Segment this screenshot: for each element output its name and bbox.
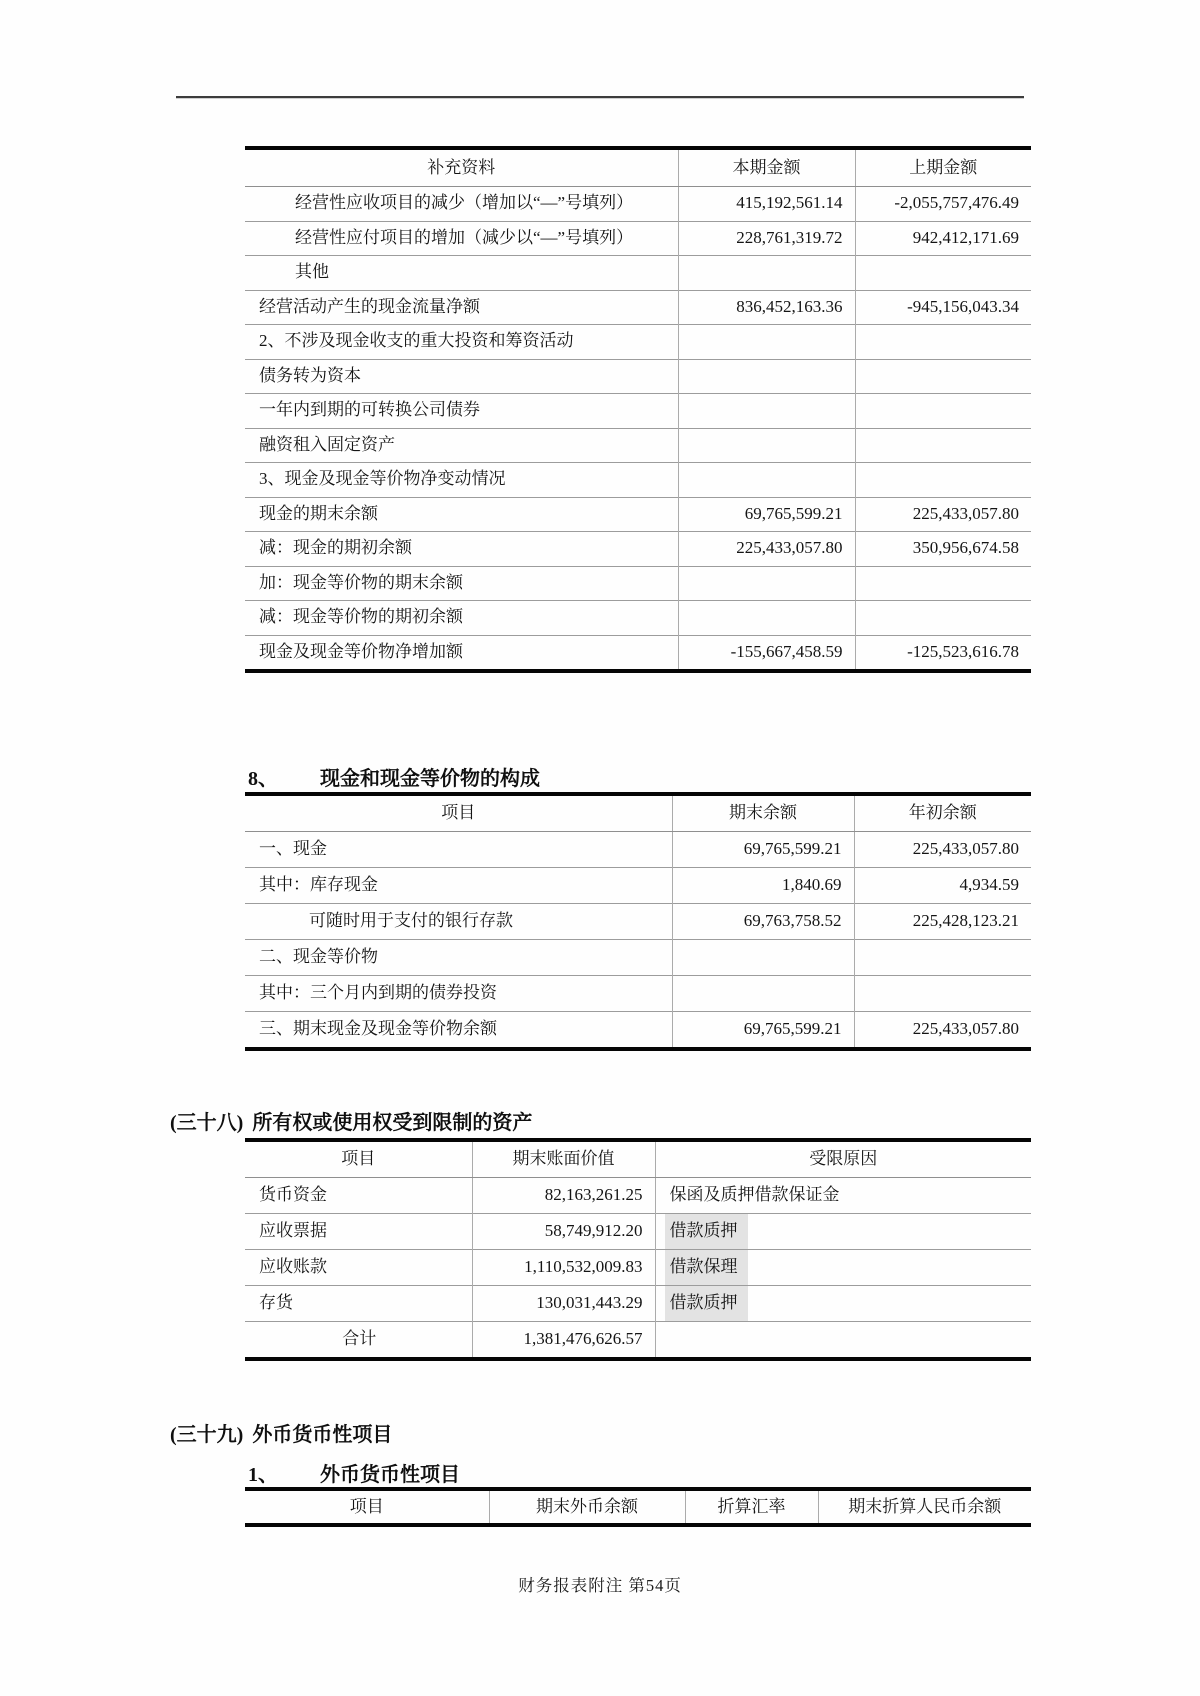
section-38-heading: [170, 1106, 532, 1135]
column-header: 项目: [245, 1140, 472, 1178]
table-cell: [655, 1322, 1031, 1360]
column-header: 上期金额: [855, 148, 1031, 187]
header-row: [245, 1489, 1031, 1525]
table-cell: 69,765,599.21: [672, 1012, 854, 1050]
table-row: [245, 256, 1031, 291]
table-cell: 经营性应收项目的减少（增加以“—”号填列）: [245, 187, 678, 222]
table-cell: 225,433,057.80: [854, 1012, 1031, 1050]
table-cell: 一年内到期的可转换公司债券: [245, 394, 678, 429]
table-cell: 债务转为资本: [245, 359, 678, 394]
table-row: [245, 290, 1031, 325]
table-cell: [655, 1286, 1031, 1322]
table-cell: [855, 325, 1031, 360]
table-row: [245, 1322, 1031, 1360]
table-cell: -2,055,757,476.49: [855, 187, 1031, 222]
table-cell: -945,156,043.34: [855, 290, 1031, 325]
table-cell: [655, 1214, 1031, 1250]
table-cell: [855, 359, 1031, 394]
column-header: 折算汇率: [685, 1489, 818, 1525]
section-39-1-subheading: [248, 1458, 460, 1487]
column-header: 期末账面价值: [472, 1140, 655, 1178]
table-cell: 69,763,758.52: [672, 904, 854, 940]
header-row: [245, 148, 1031, 187]
table-cell: 一、现金: [245, 832, 672, 868]
table-cell: 其中：库存现金: [245, 868, 672, 904]
table-cell: 4,934.59: [854, 868, 1031, 904]
table-cell: -125,523,616.78: [855, 635, 1031, 671]
table-cell: 2、不涉及现金收支的重大投资和筹资活动: [245, 325, 678, 360]
section-title: 外币货币性项目: [252, 1424, 393, 1446]
table-cell: [655, 1250, 1031, 1286]
table-cell: 应收票据: [245, 1214, 472, 1250]
table-cell: 228,761,319.72: [678, 221, 855, 256]
table-cell: [678, 256, 855, 291]
supplementary-cash-flow-table: [245, 146, 1031, 673]
table-cell: 现金及现金等价物净增加额: [245, 635, 678, 671]
table-row: [245, 868, 1031, 904]
section-39-heading: [170, 1418, 392, 1447]
table-cell: [855, 256, 1031, 291]
table-cell: [678, 566, 855, 601]
table-row: [245, 428, 1031, 463]
table-cell: 其他: [245, 256, 678, 291]
table-cell: 可随时用于支付的银行存款: [245, 904, 672, 940]
table-cell: 货币资金: [245, 1178, 472, 1214]
column-header: 项目: [245, 794, 672, 832]
table-row: [245, 359, 1031, 394]
table-row: [245, 940, 1031, 976]
table-cell: 其中：三个月内到期的债券投资: [245, 976, 672, 1012]
table-row: [245, 635, 1031, 671]
highlighted-text: 借款质押: [665, 1286, 748, 1321]
table-cell: 保函及质押借款保证金: [655, 1178, 1031, 1214]
section-number: 8、: [248, 768, 278, 790]
table-cell: 减：现金的期初余额: [245, 532, 678, 567]
table-row: [245, 1178, 1031, 1214]
table-cell: -155,667,458.59: [678, 635, 855, 671]
section-number: 1、: [248, 1464, 278, 1486]
page-footer: 财务报表附注 第54页: [518, 1576, 682, 1595]
table-cell: 350,956,674.58: [855, 532, 1031, 567]
header-row: [245, 1140, 1031, 1178]
header-row: [245, 794, 1031, 832]
table-cell: 加：现金等价物的期末余额: [245, 566, 678, 601]
table-cell: 3、现金及现金等价物净变动情况: [245, 463, 678, 498]
section-8-heading: [248, 762, 540, 791]
table-cell: 融资租入固定资产: [245, 428, 678, 463]
table-cell: [678, 325, 855, 360]
table-cell: 415,192,561.14: [678, 187, 855, 222]
section-title: 所有权或使用权受到限制的资产: [252, 1112, 533, 1134]
table-row: [245, 566, 1031, 601]
table-cell: 经营性应付项目的增加（减少以“—”号填列）: [245, 221, 678, 256]
table-cell: 69,765,599.21: [672, 832, 854, 868]
table-row: [245, 221, 1031, 256]
table-row: [245, 187, 1031, 222]
restricted-assets-table: [245, 1138, 1031, 1361]
table-cell: 82,163,261.25: [472, 1178, 655, 1214]
table-row: [245, 832, 1031, 868]
table-cell: [678, 359, 855, 394]
column-header: 项目: [245, 1489, 489, 1525]
table-cell: [854, 940, 1031, 976]
table-cell: [855, 601, 1031, 636]
table-cell: 1,840.69: [672, 868, 854, 904]
table-cell: [672, 976, 854, 1012]
table-cell: 应收账款: [245, 1250, 472, 1286]
table-row: [245, 532, 1031, 567]
table-cell: [678, 428, 855, 463]
highlighted-text: 借款质押: [665, 1214, 748, 1249]
table-cell: 存货: [245, 1286, 472, 1322]
column-header: 期末余额: [672, 794, 854, 832]
section-number: (三十八): [170, 1112, 244, 1134]
section-title: 外币货币性项目: [320, 1464, 460, 1486]
table-cell: [678, 601, 855, 636]
table-row: [245, 394, 1031, 429]
table-row: [245, 1214, 1031, 1250]
table-cell: [678, 463, 855, 498]
table-cell: 1,110,532,009.83: [472, 1250, 655, 1286]
table-cell: 225,433,057.80: [678, 532, 855, 567]
table-cell: 现金的期末余额: [245, 497, 678, 532]
table-cell: [672, 940, 854, 976]
table-row: [245, 904, 1031, 940]
table-cell: 二、现金等价物: [245, 940, 672, 976]
table-cell: 58,749,912.20: [472, 1214, 655, 1250]
table-cell: [678, 394, 855, 429]
table-cell: 836,452,163.36: [678, 290, 855, 325]
table-row: [245, 1250, 1031, 1286]
column-header: 年初余额: [854, 794, 1031, 832]
highlighted-text: 借款保理: [665, 1250, 748, 1285]
column-header: 补充资料: [245, 148, 678, 187]
table-cell: [855, 463, 1031, 498]
table-row: [245, 1286, 1031, 1322]
table-cell: 942,412,171.69: [855, 221, 1031, 256]
column-header: 期末外币余额: [489, 1489, 685, 1525]
table-cell: 合计: [245, 1322, 472, 1360]
table-cell: 225,428,123.21: [854, 904, 1031, 940]
table-row: [245, 497, 1031, 532]
column-header: 本期金额: [678, 148, 855, 187]
table-row: [245, 976, 1031, 1012]
column-header: 期末折算人民币余额: [818, 1489, 1031, 1525]
table-cell: [855, 566, 1031, 601]
table-cell: [855, 394, 1031, 429]
table-cell: 130,031,443.29: [472, 1286, 655, 1322]
table-cell: [855, 428, 1031, 463]
foreign-currency-table: [245, 1487, 1031, 1527]
table-row: [245, 1012, 1031, 1050]
page-header-rule: [176, 96, 1024, 99]
table-row: [245, 601, 1031, 636]
table-cell: 69,765,599.21: [678, 497, 855, 532]
section-number: (三十九): [170, 1424, 244, 1446]
table-cell: 225,433,057.80: [855, 497, 1031, 532]
table-cell: 三、期末现金及现金等价物余额: [245, 1012, 672, 1050]
table-cell: 经营活动产生的现金流量净额: [245, 290, 678, 325]
cash-composition-table: [245, 792, 1031, 1051]
table-cell: 减：现金等价物的期初余额: [245, 601, 678, 636]
table-cell: 1,381,476,626.57: [472, 1322, 655, 1360]
table-row: [245, 325, 1031, 360]
table-row: [245, 463, 1031, 498]
table-cell: 225,433,057.80: [854, 832, 1031, 868]
column-header: 受限原因: [655, 1140, 1031, 1178]
section-title: 现金和现金等价物的构成: [320, 768, 540, 790]
table-cell: [854, 976, 1031, 1012]
